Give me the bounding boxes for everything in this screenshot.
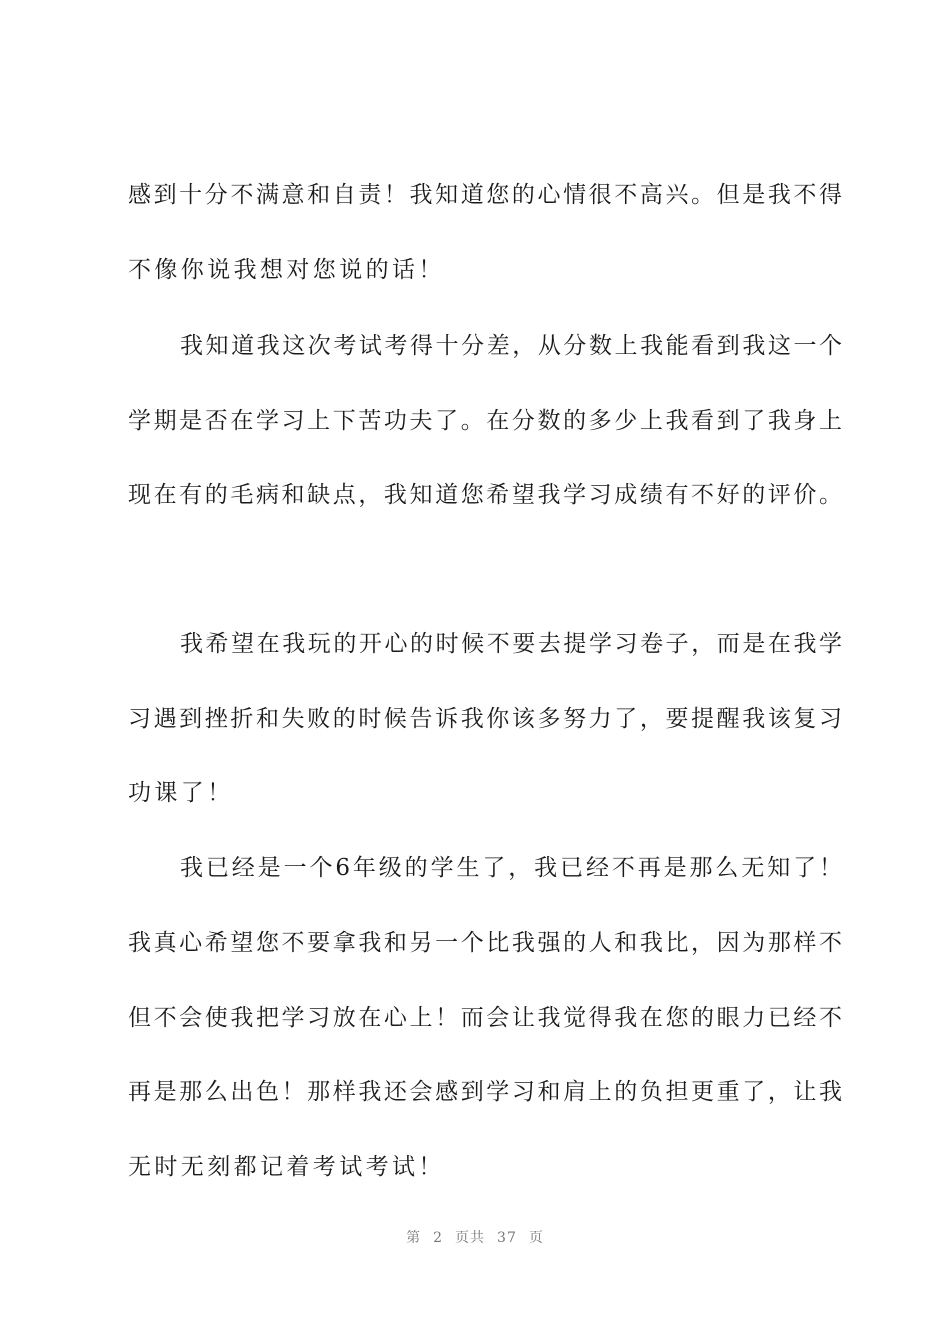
paragraph-line: 不像你说我想对您说的话！ bbox=[128, 257, 445, 283]
paragraph-line: 学期是否在学习上下苦功夫了。在分数的多少上我看到了我身上 bbox=[128, 408, 842, 434]
paragraph-line: 无时无刻都记着考试考试！ bbox=[128, 1154, 445, 1180]
footer-suffix: 页 bbox=[528, 1230, 544, 1246]
footer-total-pages: 37 bbox=[497, 1230, 517, 1246]
paragraph-line: 习遇到挫折和失败的时候告诉我你该多努力了，要提醒我该复习 bbox=[128, 706, 842, 732]
footer-page-number: 2 bbox=[433, 1230, 444, 1246]
page-footer bbox=[0, 1228, 950, 1248]
paragraph-line: 我已经是一个6年级的学生了，我已经不再是那么无知了！ bbox=[180, 855, 842, 881]
paragraph-line: 我知道我这次考试考得十分差，从分数上我能看到我这一个 bbox=[180, 333, 842, 359]
paragraph-line: 我希望在我玩的开心的时候不要去提学习卷子，而是在我学 bbox=[180, 631, 842, 657]
paragraph-line: 功课了！ bbox=[128, 780, 234, 806]
paragraph-line: 再是那么出色！那样我还会感到学习和肩上的负担更重了，让我 bbox=[128, 1079, 842, 1105]
paragraph-line: 我真心希望您不要拿我和另一个比我强的人和我比，因为那样不 bbox=[128, 930, 842, 956]
footer-middle: 页共 bbox=[455, 1230, 486, 1246]
paragraph-line: 现在有的毛病和缺点，我知道您希望我学习成绩有不好的评价。 bbox=[128, 482, 842, 508]
footer-prefix: 第 bbox=[406, 1230, 422, 1246]
paragraph-line: 感到十分不满意和自责！我知道您的心情很不高兴。但是我不得 bbox=[128, 182, 842, 208]
paragraph-line: 但不会使我把学习放在心上！而会让我觉得我在您的眼力已经不 bbox=[128, 1005, 842, 1031]
